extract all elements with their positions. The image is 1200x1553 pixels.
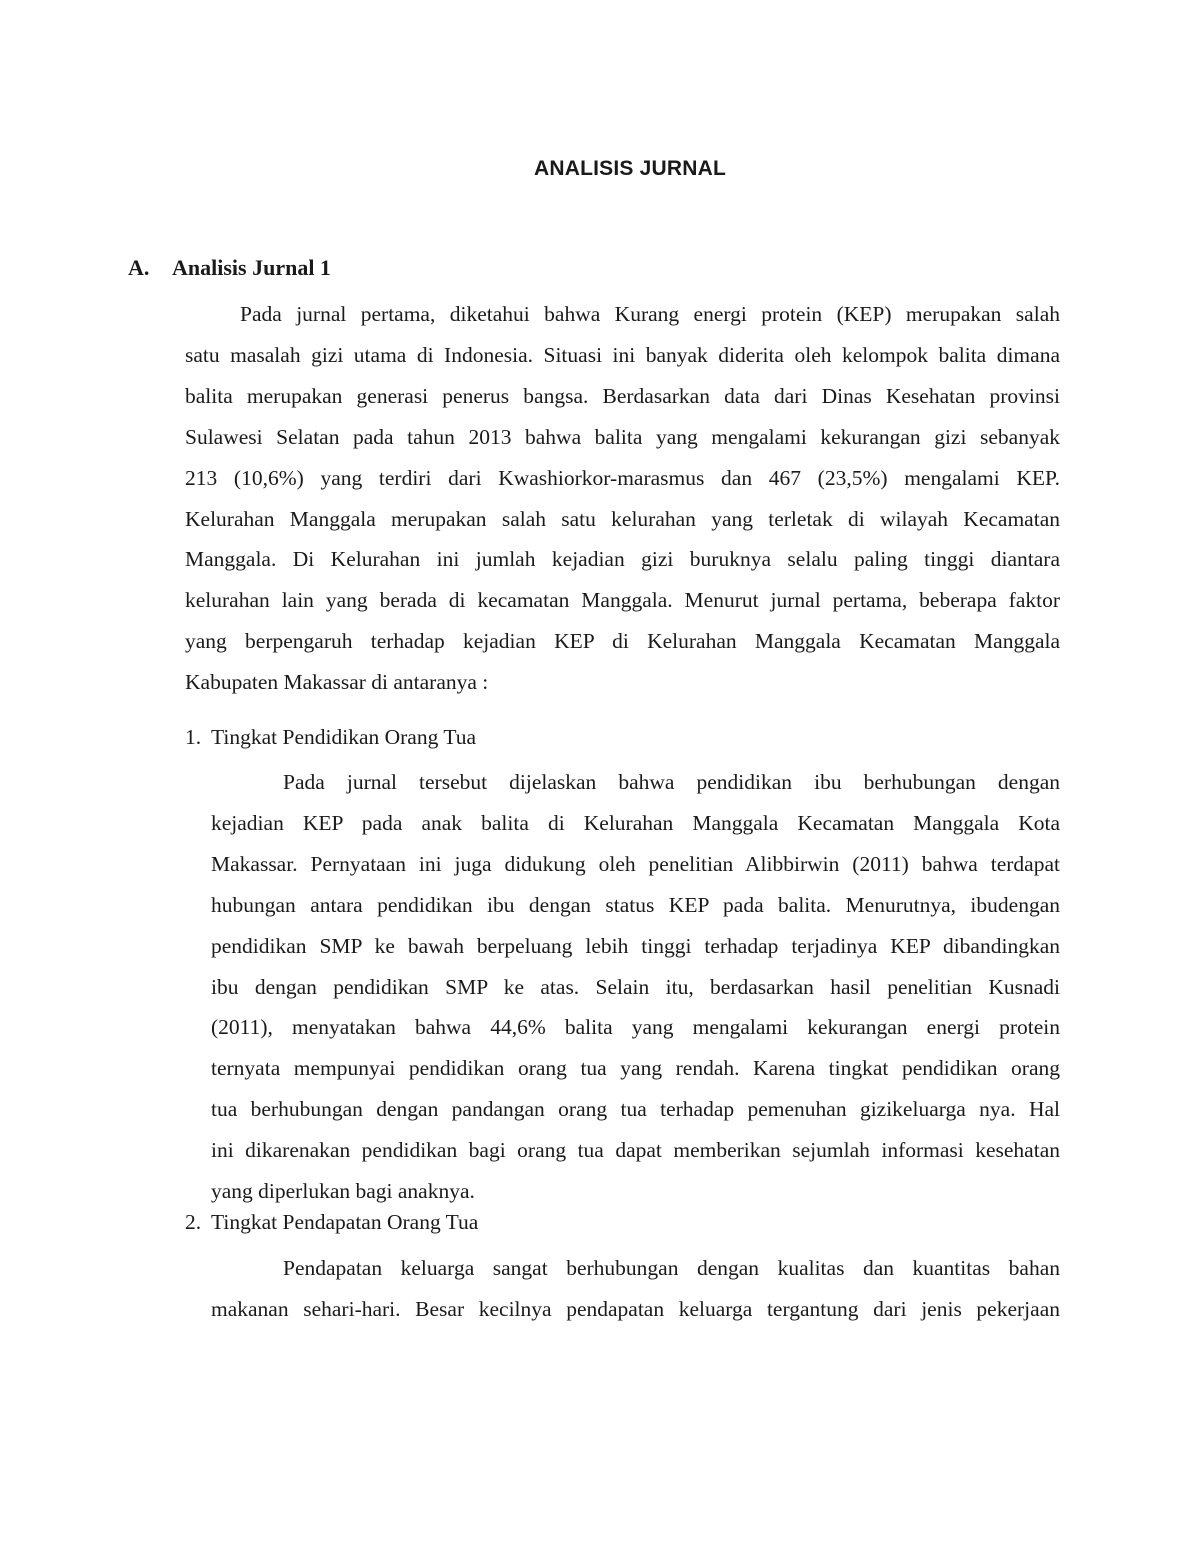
paragraph-line: Makassar. Pernyataan ini juga didukung oleh penelitian Alibbirwin (2011) bahwa terdapat — [211, 851, 1060, 876]
paragraph-line: Pada jurnal pertama, diketahui bahwa Kurang energi protein (KEP) merupakan salah — [240, 302, 1060, 326]
paragraph-line: pendidikan SMP ke bawah berpeluang lebih tinggi terhadap terjadinya KEP dibandingkan — [211, 933, 1060, 958]
paragraph-line: ternyata mempunyai pendidikan orang tua yang rendah. Karena tingkat pendidikan orang — [211, 1056, 1060, 1081]
list-title: Tingkat Pendapatan Orang Tua — [211, 1210, 479, 1234]
section-heading-text: Analisis Jurnal 1 — [172, 255, 331, 280]
paragraph-line: satu masalah gizi utama di Indonesia. Situasi ini banyak diderita oleh kelompok balita dimana — [185, 342, 1060, 367]
list-number: 2. — [185, 1210, 202, 1234]
paragraph-line: Sulawesi Selatan pada tahun 2013 bahwa balita yang mengalami kekurangan gizi sebanyak — [185, 424, 1060, 449]
intro-paragraph — [185, 294, 1060, 703]
list-item-title-pendapatan — [185, 1210, 478, 1235]
section-marker: A. — [128, 255, 150, 280]
paragraph-line: yang berpengaruh terhadap kejadian KEP di Kelurahan Manggala Kecamatan Manggala — [185, 629, 1060, 654]
document-title: ANALISIS JURNAL — [533, 157, 726, 180]
paragraph-line: Manggala. Di Kelurahan ini jumlah kejadian gizi buruknya selalu paling tinggi diantara — [185, 547, 1060, 572]
section-heading — [128, 255, 331, 281]
list-title: Tingkat Pendidikan Orang Tua — [211, 725, 476, 749]
paragraph-line: (2011), menyatakan bahwa 44,6% balita yang mengalami kekurangan energi protein — [211, 1015, 1060, 1040]
paragraph-line: Kabupaten Makassar di antaranya : — [185, 670, 489, 695]
paragraph-line: ibu dengan pendidikan SMP ke atas. Selain itu, berdasarkan hasil penelitian Kusnadi — [211, 974, 1060, 999]
list-item-title-pendidikan — [185, 725, 476, 750]
pendapatan-paragraph — [211, 1248, 1060, 1330]
paragraph-line: kejadian KEP pada anak balita di Kelurahan Manggala Kecamatan Manggala Kota — [211, 810, 1060, 835]
paragraph-line: 213 (10,6%) yang terdiri dari Kwashiorkor-marasmus dan 467 (23,5%) mengalami KEP. — [185, 465, 1060, 490]
paragraph-line: yang diperlukan bagi anaknya. — [211, 1179, 475, 1204]
paragraph-line: hubungan antara pendidikan ibu dengan status KEP pada balita. Menurutnya, ibudengan — [211, 892, 1060, 917]
paragraph-line: Kelurahan Manggala merupakan salah satu kelurahan yang terletak di wilayah Kecamatan — [185, 506, 1060, 531]
paragraph-line: Pendapatan keluarga sangat berhubungan dengan kualitas dan kuantitas bahan — [283, 1256, 1060, 1280]
paragraph-line: balita merupakan generasi penerus bangsa. Berdasarkan data dari Dinas Kesehatan provinsi — [185, 383, 1060, 408]
paragraph-line: ini dikarenakan pendidikan bagi orang tua dapat memberikan sejumlah informasi kesehatan — [211, 1138, 1060, 1163]
paragraph-line: Pada jurnal tersebut dijelaskan bahwa pendidikan ibu berhubungan dengan — [283, 770, 1060, 794]
pendidikan-paragraph — [211, 762, 1060, 1212]
paragraph-line: tua berhubungan dengan pandangan orang tua terhadap pemenuhan gizikeluarga nya. Hal — [211, 1097, 1060, 1122]
paragraph-line: kelurahan lain yang berada di kecamatan Manggala. Menurut jurnal pertama, beberapa faktor — [185, 588, 1060, 613]
list-number: 1. — [185, 725, 202, 749]
paragraph-line: makanan sehari-hari. Besar kecilnya pendapatan keluarga tergantung dari jenis pekerjaan — [211, 1296, 1060, 1321]
